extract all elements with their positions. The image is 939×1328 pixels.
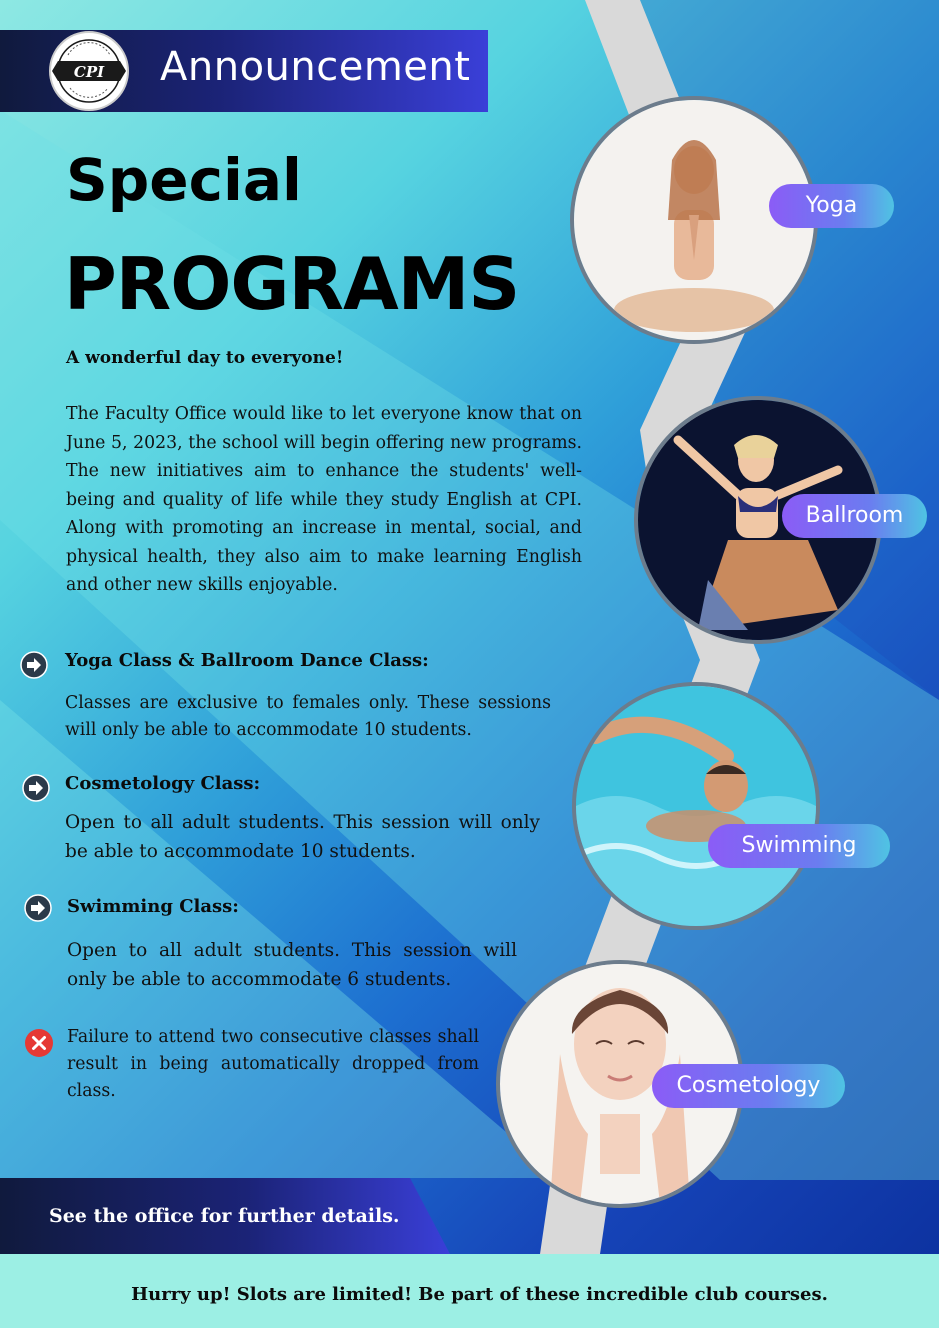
title-programs: PROGRAMS <box>64 242 520 326</box>
arrow-right-icon <box>24 894 52 922</box>
program-label-swimming: Swimming <box>708 824 890 868</box>
program-label-cosmetology: Cosmetology <box>652 1064 845 1108</box>
arrow-right-icon <box>20 651 48 679</box>
program-label-yoga: Yoga <box>769 184 894 228</box>
banner-title: Announcement <box>160 44 471 90</box>
section-text-yoga-ballroom: Classes are exclusive to females only. These sessions will only be able to accommodate 10 students. <box>65 693 551 740</box>
intro-paragraph: The Faculty Office would like to let everyone know that on June 5, 2023, the school will begin offering new programs. The new initiatives aim to enhance the students' well-being and quality of life while they study English at CPI. Along with promoting an increase in mental, social, and physical health, they also aim to make learning English and other new skills enjoyable. <box>66 404 582 595</box>
program-label-ballroom: Ballroom <box>782 494 927 538</box>
arrow-right-icon <box>22 774 50 802</box>
section-heading-yoga-ballroom: Yoga Class & Ballroom Dance Class: <box>65 650 429 671</box>
section-heading-cosmetology: Cosmetology Class: <box>65 773 261 794</box>
swimming-photo <box>572 682 820 930</box>
section-text-cosmetology: Open to all adult students. This session will only be able to accommodate 10 students. <box>65 812 540 862</box>
school-logo <box>48 30 130 112</box>
svg-text:CPI: CPI <box>73 63 105 81</box>
office-note: See the office for further details. <box>49 1205 400 1227</box>
attendance-warning: Failure to attend two consecutive classes shall result in being automatically dropped from class. <box>67 1027 479 1101</box>
section-text-swimming: Open to all adult students. This session will only be able to accommodate 6 students. <box>67 940 517 990</box>
greeting: A wonderful day to everyone! <box>66 348 344 368</box>
x-circle-icon <box>24 1028 54 1058</box>
title-special: Special <box>66 146 302 214</box>
call-to-action: Hurry up! Slots are limited! Be part of these incredible club courses. <box>131 1284 828 1305</box>
section-heading-swimming: Swimming Class: <box>67 896 239 917</box>
